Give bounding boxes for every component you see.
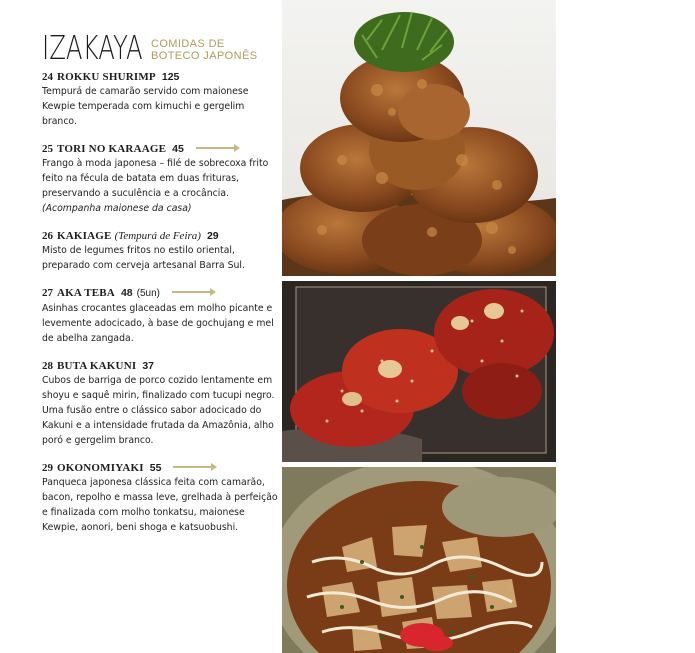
item-number: 27 — [42, 287, 53, 299]
arrow-right-icon — [172, 291, 214, 293]
item-description: Cubos de barriga de porco cozido lentamente em shoyu e saquê mirin, finalizado com tucupi negro. Uma fusão entre o clássico sabor adocicado do Kakuni e a intensidade frutada da Amazônia, alho poró e gergelim branco. — [42, 375, 275, 446]
item-description — [42, 156, 278, 216]
item-heading — [42, 142, 278, 156]
item-name: AKA TEBA — [57, 287, 115, 299]
item-price: 29 — [206, 230, 219, 242]
item-name-note: (Tempurá de Feira) — [114, 230, 201, 242]
menu-item-okonomiyaki — [42, 461, 278, 535]
brand-subtitle: COMIDAS DE BOTECO JAPONÊS — [151, 38, 258, 62]
arrow-right-icon — [196, 147, 238, 149]
aka-teba-photo — [282, 281, 556, 462]
item-portion: (5un) — [136, 288, 160, 299]
okonomiyaki-photo — [282, 467, 556, 653]
menu-list — [42, 70, 278, 548]
menu-item-buta-kakuni — [42, 359, 278, 448]
menu-item-rokku-shurimp — [42, 70, 278, 129]
item-number: 28 — [42, 360, 53, 372]
arrow-right-icon — [173, 466, 215, 468]
item-description: Panqueca japonesa clássica feita com camarão, bacon, repolho e massa leve, grelhada à perfeição e finalizada com molho tonkatsu, maionese Kewpie, aonori, beni shoga e katsuobushi. — [42, 477, 278, 533]
brand-title: IZAKAYA — [42, 28, 143, 67]
item-name: BUTA KAKUNI — [57, 360, 137, 372]
karaage-photo — [282, 0, 556, 276]
item-name: TORI NO KARAAGE — [57, 143, 167, 155]
item-number: 25 — [42, 143, 53, 155]
item-heading — [42, 359, 278, 373]
item-description-text: Frango à moda japonesa – filé de sobrecoxa frito feito na fécula de batata em duas frituras, preservando a suculência e a crocância. — [42, 158, 269, 199]
item-name: KAKIAGE — [57, 230, 112, 242]
item-name: ROKKU SHURIMP — [57, 71, 156, 83]
menu-item-kakiage — [42, 229, 278, 273]
item-price: 125 — [161, 71, 180, 83]
item-note: (Acompanha maionese da casa) — [42, 203, 192, 214]
item-number: 29 — [42, 462, 53, 474]
item-heading — [42, 229, 278, 243]
item-description: Misto de legumes fritos no estilo oriental, preparado com cerveja artesanal Barra Sul. — [42, 245, 245, 271]
item-heading — [42, 70, 278, 84]
item-price: 45 — [172, 143, 184, 155]
item-number: 26 — [42, 230, 53, 242]
item-price: 37 — [142, 360, 155, 372]
menu-item-aka-teba — [42, 286, 278, 346]
item-name: OKONOMIYAKI — [57, 462, 144, 474]
item-heading — [42, 286, 278, 301]
item-heading — [42, 461, 278, 475]
item-description: Tempurá de camarão servido com maionese Kewpie temperada com kimuchi e gergelim branco. — [42, 86, 249, 127]
item-description: Asinhas crocantes glaceadas em molho picante e levemente adocicado, à base de gochujang e mel de abelha zangada. — [42, 303, 274, 344]
item-price: 48 — [120, 287, 133, 299]
item-price: 55 — [149, 462, 162, 474]
menu-item-tori-no-karaage — [42, 142, 278, 216]
item-number: 24 — [42, 71, 53, 83]
